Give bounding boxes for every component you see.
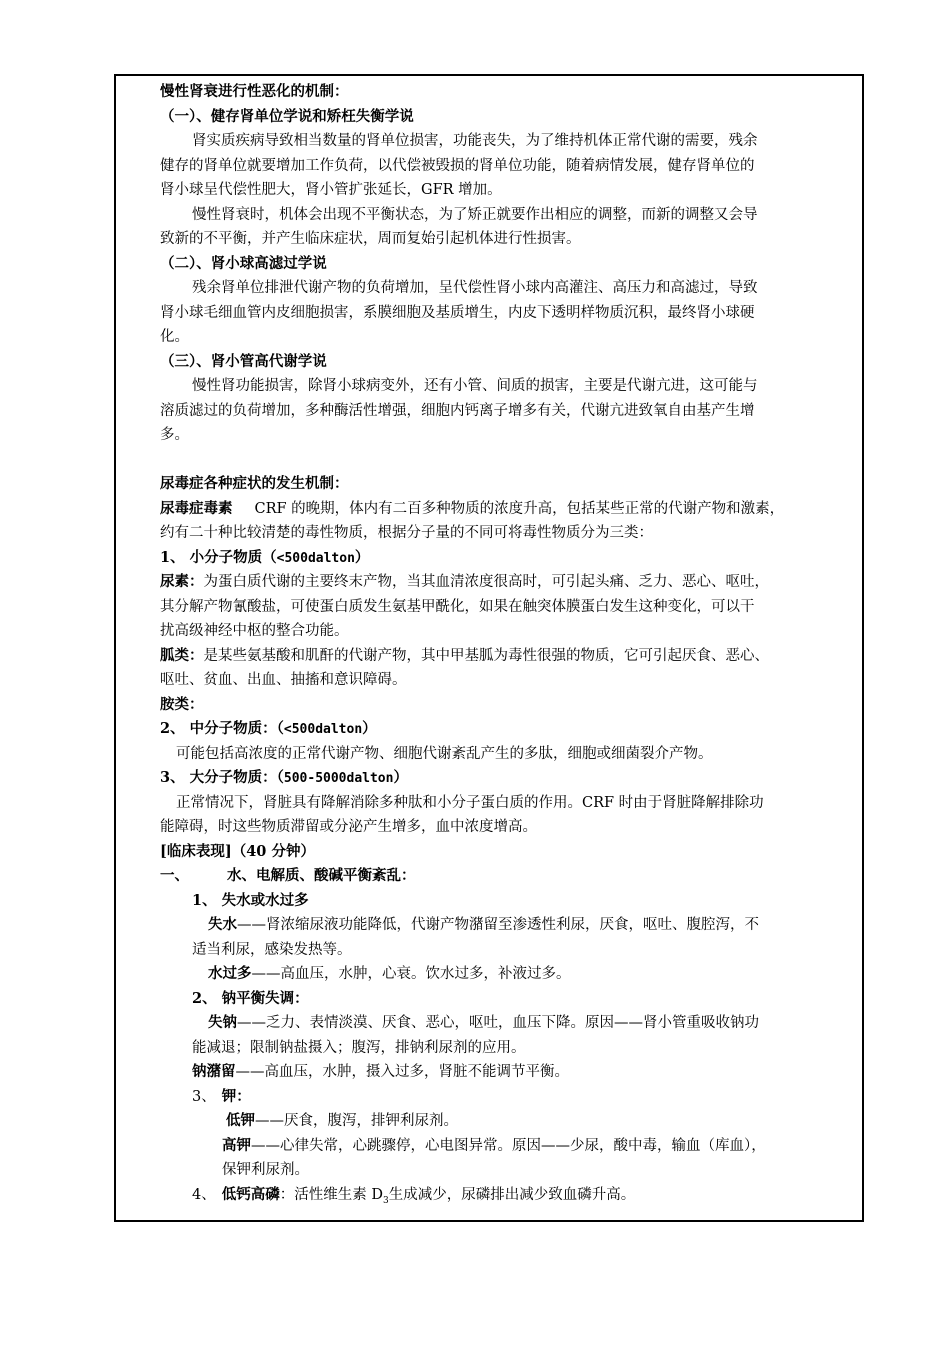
subheading: 3、 大分子物质：（500-5000dalton） <box>160 769 408 786</box>
subheading: 2、 中分子物质：（<500dalton） <box>160 720 377 737</box>
paragraph-line: 其分解产物氰酸盐，可使蛋白质发生氨基甲酰化，如果在触突体膜蛋白发生这种变化，可以干 <box>160 598 755 615</box>
paragraph-line: 可能包括高浓度的正常代谢产物、细胞代谢紊乱产生的多肽，细胞或细菌裂介产物。 <box>176 745 713 762</box>
section-title: 慢性肾衰进行性恶化的机制： <box>160 83 349 100</box>
paragraph-line: 胍类：是某些氨基酸和肌酐的代谢产物，其中甲基胍为毒性很强的物质，它可引起厌食、恶心、 <box>160 646 769 664</box>
subheading: 3、 钾： <box>192 1087 251 1105</box>
term-label: 失水 <box>208 916 237 933</box>
paragraph-line: 扰高级神经中枢的整合功能。 <box>160 623 349 639</box>
paragraph-line: 能减退；限制钠盐摄入；腹泻，排钠利尿剂的应用。 <box>192 1039 526 1056</box>
term-label: 尿毒症毒素 <box>160 499 233 517</box>
paragraph-line: 尿素：为蛋白质代谢的主要终末产物，当其血清浓度很高时，可引起头痛、乏力、恶心、呕吐， <box>160 573 769 590</box>
paragraph-line: 化。 <box>160 329 189 345</box>
paragraph-line: 肾小球呈代偿性肥大，肾小管扩张延长，GFR 增加。 <box>160 182 502 198</box>
paragraph-line: 低钾——厌食，腹泻，排钾利尿剂。 <box>226 1112 458 1129</box>
paragraph-line: 肾小球毛细血管内皮细胞损害，系膜细胞及基质增生，内皮下透明样物质沉积，最终肾小球硬 <box>160 304 755 321</box>
heading: 一、 水、电解质、酸碱平衡紊乱： <box>160 867 416 884</box>
paragraph-line: 致新的不平衡，并产生临床症状，周而复始引起机体进行性损害。 <box>160 231 581 247</box>
term-label: 胍类： <box>160 646 204 664</box>
subheading: 1、 小分子物质（<500dalton） <box>160 548 370 566</box>
paragraph-line: 正常情况下，肾脏具有降解消除多种肽和小分子蛋白质的作用。CRF 时由于肾脏降解排除功 <box>176 794 764 811</box>
paragraph-line: 水过多——高血压，水肿，心衰。饮水过多，补液过多。 <box>208 965 571 982</box>
paragraph-line: 4、 低钙高磷：活性维生素 $D_3$生成减少，尿磷排出减少致血磷升高。 <box>192 1185 636 1206</box>
paragraph-line: 失水——肾浓缩尿液功能降低，代谢产物潴留至渗透性利尿，厌食，呕吐、腹腔泻，不 <box>208 916 759 933</box>
paragraph-line: 肾实质疾病导致相当数量的肾单位损害，功能丧失，为了维持机体正常代谢的需要，残余 <box>192 133 758 149</box>
paragraph-line: 慢性肾衰时，机体会出现不平衡状态，为了矫正就要作出相应的调整，而新的调整又会导 <box>192 206 758 223</box>
heading: （二）、肾小球高滤过学说 <box>160 254 327 272</box>
term-label: 钠潴留 <box>192 1063 236 1080</box>
paragraph-line: 残余肾单位排泄代谢产物的负荷增加，呈代偿性肾小球内高灌注、高压力和高滤过，导致 <box>192 280 758 296</box>
paragraph-line: 约有二十种比较清楚的毒性物质，根据分子量的不同可将毒性物质分为三类： <box>160 525 653 541</box>
paragraph-line: 保钾利尿剂。 <box>222 1162 309 1178</box>
paragraph-line: 能障碍，时这些物质滞留或分泌产生增多，血中浓度增高。 <box>160 819 537 835</box>
paragraph-line: 适当利尿，感染发热等。 <box>192 941 352 958</box>
paragraph-line: 慢性肾功能损害，除肾小球病变外，还有小管、间质的损害，主要是代谢亢进，这可能与 <box>192 378 758 394</box>
term-label: 尿素： <box>160 573 204 590</box>
paragraph-line: 溶质滤过的负荷增加，多种酶活性增强，细胞内钙离子增多有关，代谢亢进致氧自由基产生增 <box>160 402 755 419</box>
clinical-heading: [临床表现]（40 分钟） <box>160 842 315 860</box>
term-label: 低钾 <box>226 1112 255 1129</box>
term-label: 水过多 <box>208 965 252 982</box>
heading: （三）、肾小管高代谢学说 <box>160 352 327 370</box>
paragraph-line: 高钾——心律失常，心跳骤停，心电图异常。原因——少尿，酸中毒，输血（库血）， <box>222 1136 766 1154</box>
paragraph-line: 尿毒症毒素 CRF 的晚期，体内有二百多种物质的浓度升高，包括某些正常的代谢产物和激素， <box>160 499 785 517</box>
document-content <box>160 80 860 1207</box>
paragraph-line: 呕吐、贫血、出血、抽搐和意识障碍。 <box>160 672 407 688</box>
paragraph-line: 失钠——乏力、表情淡漠、厌食、恶心，呕吐，血压下降。原因——肾小管重吸收钠功 <box>208 1014 759 1031</box>
paragraph-line: 多。 <box>160 427 189 443</box>
term-label: 高钾 <box>222 1136 251 1154</box>
heading: （一）、健存肾单位学说和矫枉失衡学说 <box>160 107 414 125</box>
term-label: 胺类： <box>160 695 204 713</box>
paragraph-line: 钠潴留——高血压，水肿，摄入过多，肾脏不能调节平衡。 <box>192 1063 569 1080</box>
paragraph-line: 健存的肾单位就要增加工作负荷，以代偿被毁损的肾单位功能，随着病情发展，健存肾单位的 <box>160 157 755 174</box>
subheading: 1、 失水或水过多 <box>192 891 309 909</box>
term-label: 失钠 <box>208 1014 237 1031</box>
subheading: 2、 钠平衡失调： <box>192 989 309 1007</box>
section-title: 尿毒症各种症状的发生机制： <box>160 475 349 492</box>
